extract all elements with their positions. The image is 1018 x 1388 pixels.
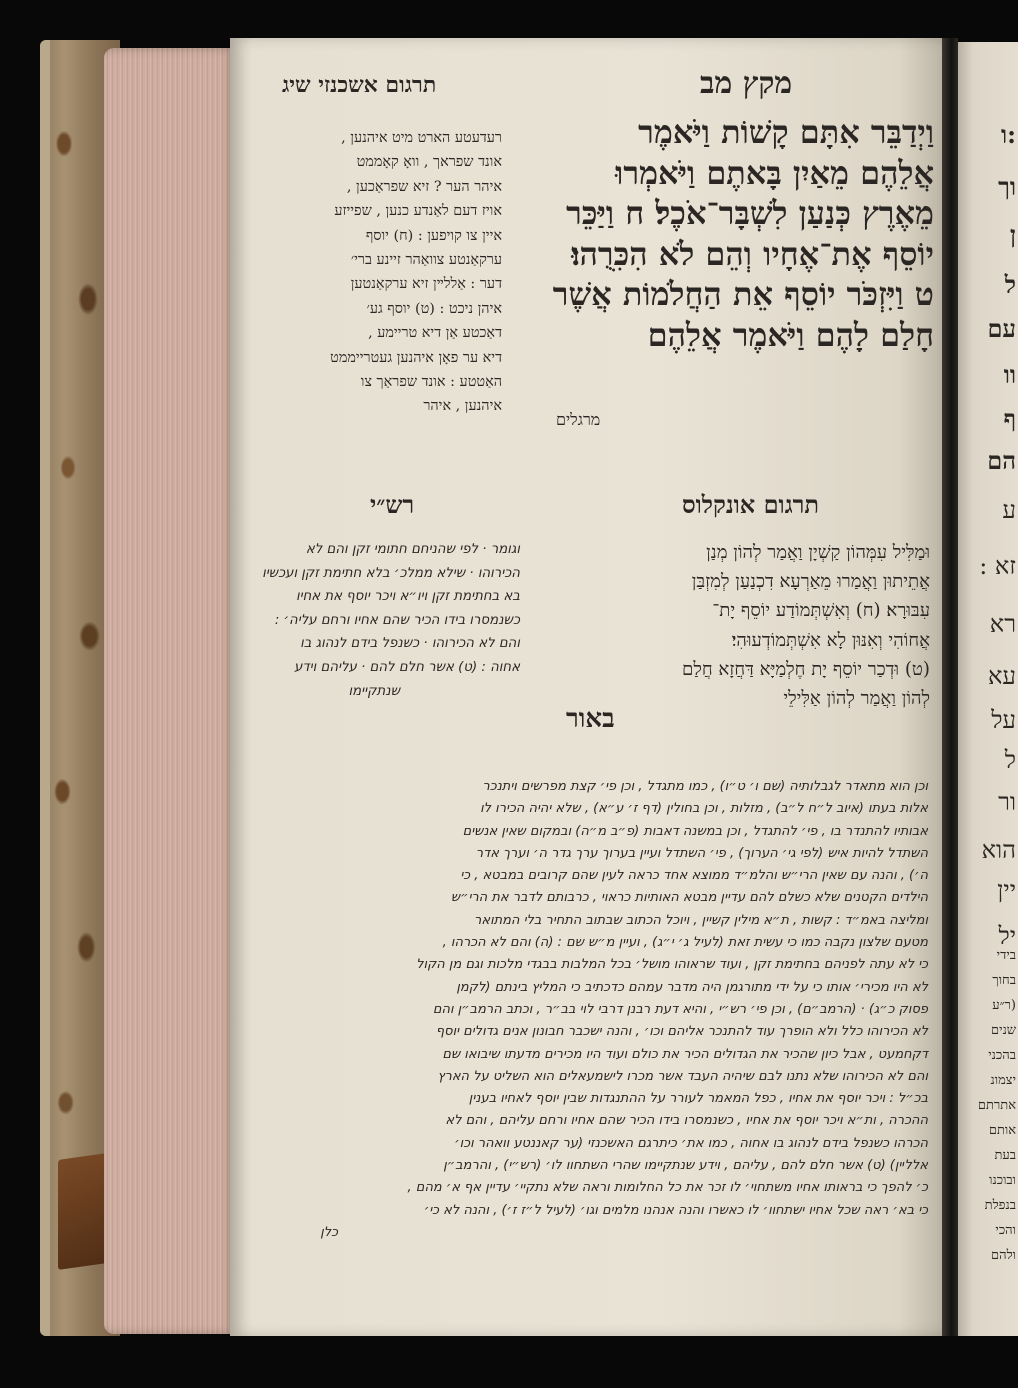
rashi-title: רש״י [370,490,415,519]
book-page [230,38,942,1336]
biur-line: כלן [320,1224,338,1240]
rashi-line: הכירוהו · שילא ממלכ׳ בלא חתימת זקן ועכשיו [262,565,520,581]
translation-line: איהנען , איהר [423,398,502,415]
facing-page-fragment: אותם [988,1123,1016,1138]
page-header-right: מקץ מב [700,66,793,101]
facing-page-fragment: על [991,706,1016,734]
biur-line: הכרהו כשנפל בידם לנהוג בו אחוה , כמו את׳ כיתרגם האשכנזי (ער קאננטע וואהר וכו׳ [454,1135,928,1151]
facing-page-fragment: בנפלת [984,1198,1016,1213]
biur-line: ה׳) , והנה עם שאין הרי״ש והלמ״ד ממוצא אחד כראה לעין שהם קרובים במבטא , כי [460,868,928,884]
facing-page-fragment: הם [987,446,1016,475]
page-header-left: תרגום אשכנזי שיג [282,72,437,98]
biur-line: והם לא הכירוהו שלא נתנו לבם שיהיה העבד אשר מכרו לישמעאלים הוא השליט על הארץ [437,1068,928,1084]
cover-edge [40,40,50,1336]
translation-line: אויז דעם לאַנדע כנען , שפייזע [334,203,502,220]
rashi-line: אחוה : (ט) אשר חלם להם · עליהם וידע [294,659,520,675]
onkelos-line: וּמַלִּיל עִמְּהוֹן קַשְׁיָן וַאֲמַר לְהוֹן מְנַן [706,542,930,563]
verse-text [524,112,934,429]
facing-page-fragment: ע [1002,496,1016,524]
translation-line: דאַכטע אַן דיא טריימע , [368,325,502,342]
facing-page-edge [958,42,1018,1336]
biur-line: וכן הוא מתאדר לגבלותיה (שם ו׳ ט״ו) , כמו מתגדל , וכן פי׳ קצת מפרשים ויתנכר [482,779,928,794]
facing-page-fragment: יצמונ [990,1073,1016,1088]
facing-page-fragment: ל [1004,746,1016,774]
translation-line: איהר הער ? זיא שפראַכען , [346,178,502,195]
biur-line: אללײן) (ט) אשר חלם להם , עליהם , וידע שנתקיימו שהרי השתחוו לו׳ (רש״י) , והרמב״ן [443,1158,928,1174]
biur-line: אבותיו להתנדר בו , פי׳ להתגדל , וכן במשנה דאבות (פ״ב מ״ה) ובמקום שאין אנשים [462,823,928,839]
biur-line: כי לא עתה לפניהם בחתימת זקן , ועוד שראוהו מושל׳ בכל המלבות בבגדי מלכות וגם מן הקול [416,957,928,973]
facing-page-fragment: בעת [994,1148,1016,1163]
biur-text [238,776,928,1244]
facing-page-fragment: (ר״ע [992,998,1016,1013]
onkelos-line: אֲחוֹהִי וְאִנּוּן לָא אִשְׁתְּמוֹדְעוּהִי׃ [731,629,930,651]
facing-page-fragment: בידי [996,948,1016,963]
verse-line: וַיְדַבֵּר אִתָּם קָשׁוֹת וַיֹּאמֶר [638,113,934,151]
translation-line: דיא ער פאָן איהנען געטרייממט [330,349,502,366]
translation-line: איהן ניכט : (ט) יוסף גע׳ [366,300,502,317]
biur-line: כי בא׳ ראה שכל אחיו ישתחוו׳ לו כאשרו והנה אנהנו מלמים וגו׳ (לעיל ל״ז ז׳) , והנה לא כי׳ [423,1202,928,1218]
rashi-line: שנתקיימו [348,683,400,699]
onkelos-line: לְהוֹן וַאֲמַר לְהוֹן אַלִּילֵי [783,688,930,710]
german-translation [242,126,502,419]
facing-page-fragment: הוא [981,836,1016,864]
rashi-line: כשנמסרו בידו הכיר שהם אחיו ורחם עליה׳ : [274,612,520,628]
biur-line: לא היו מכירי׳ אותו כי על ידי מתורגמן היה מדבר עמהם כדכתיב כי המליץ בינתם (לקמן [456,979,928,995]
verse-catchword: מרגלים [556,410,601,429]
rashi-line: בא בחתימת זקן ויו״א ויכר יוסף את אחיו [295,589,520,605]
onkelos-line: אֲתֵיתוּן וַאֲמַרוּ מֵאַרְעָא דִכְנַעַן לְמִזְבַּן [691,571,930,593]
facing-page-fragment: יל [998,922,1016,950]
facing-page-fragment: בהכני [988,1048,1016,1063]
facing-page-fragment: בחוך [992,973,1016,988]
verse-line: יוֹסֵף אֶת־אֶחָיו וְהֵם לֹא הִכִּרֻהוּ׃ [571,234,934,273]
translation-line: דער : אַללײן זיא ערקאַנטען [350,276,502,293]
facing-page-fragment: יין [997,876,1016,904]
biur-line: ומליצה באמ״ד : קשות , ת״א מילין קשיין , ויוכל הכתוב שבתוב התחיר בלי המתואר [474,912,928,928]
book-gutter [942,38,958,1336]
facing-page-fragment: ל [1004,270,1016,299]
biur-line: השתדל להיות איש (לפי גי׳ הערוך) , פי׳ השתדל ועיין בערוך ערך גדר ה׳ וערך אדר [475,845,928,861]
biur-line: כ׳ להפך כי בראותו אחיו משתחוי׳ לו זכר את כל החלומות וראה שלא נתקיי׳ עדיין אף א׳ מהם , [407,1180,928,1196]
facing-page-fragment: עא [988,662,1016,690]
facing-page-fragment: והכי [995,1223,1016,1238]
translation-line: רעדעטע הארט מיט איהנען , [341,130,502,146]
biur-line: מטעם שלצון נקבה כמו כי עשית זאת (לעיל ג׳ י״ג) , ועיין מ״ש שם : (ה) והם לא הכרהו , [442,935,928,951]
facing-page-fragment: ן [1009,220,1016,249]
onkelos-text [542,538,930,713]
facing-page-fragment: עם [987,314,1016,343]
book [40,38,1016,1336]
facing-page-fragment: שנים [991,1023,1016,1038]
biur-line: דקחמעט , אבל כיון שהכיר את הגדולים הכיר את כולם ועוד היו מכירים מדעתו שיבואו שם [442,1046,928,1062]
facing-page-fragment: ף [1003,404,1016,433]
biur-line: אלות בעתו (איוב ל״ח ל״ב) , מזלות , וכן בחולין (דף ז׳ ע״א) , שלא יהיה הכירו לו [480,801,928,817]
onkelos-title: תרגום אונקלוס [682,490,820,519]
biur-title: באור [566,704,615,734]
verse-line: מֵאֶרֶץ כְּנַעַן לִשְׁבָּר־אֹכֶל׃ ח וַיַּכֵּר [566,194,934,232]
onkelos-line: (ט) וּדְכַר יוֹסֵף יָת חֶלְמַיָּא דַּחֲזָא חֲלַם [682,658,930,680]
page-edges [104,48,236,1334]
facing-page-fragment: ור [998,788,1016,816]
biur-line: פסוק כ״ג) · (הרמב״ם) , וכן פי׳ רש״י , והיא דעת רבנן דרבי לוי בב״ר , וכתב הרמב״ן והם [432,1001,928,1017]
rashi-line: וגומר · לפי שהניחם חתומי זקן והם לא [305,542,520,557]
facing-page-fragment: אתרתם [977,1098,1016,1113]
biur-line: הילדים הקטנים שלא כשלם להם עדיין מבטא האותיות כראוי , כרבותם לדבר את הרי״ש [450,890,928,906]
facing-page-fragment: ובוכנו [989,1173,1016,1188]
verse-line: אֲלֵהֶם מֵאַיִן בָּאתֶם וַיֹּאמְרוּ [615,153,934,192]
translation-line: איין צו קויפען : (ח) יוסף [365,227,502,244]
rashi-text [240,538,520,703]
facing-page-fragment: ולהם [991,1248,1016,1263]
translation-line: אונד שפראך , וואָ קאָממט [356,154,502,171]
verse-line: חָלַם לָהֶם וַיֹּאמֶר אֲלֵהֶם [647,315,934,354]
rashi-line: והם לא הכירוהו · כשנפל בידם לנהוג בו [300,636,520,652]
facing-page-fragment: וו [1003,360,1016,389]
biur-line: לא הכירוהו כלל ולא הופרך עוד להתנכר אליהם וכו׳ , והנה ישכבר חבונון אנים גדולים יוסף [435,1024,928,1040]
biur-line: ההכרה , ות״א ויכר יוסף את אחיו , כשנמסרו בידו הכיר שהם אחיו ורחם עליהם , והם לא [445,1113,928,1129]
facing-page-fragment: רא [989,610,1016,638]
translation-line: האַטטע : אונד שפראַך צו [360,374,502,391]
facing-page-fragment: :ו [1001,120,1016,149]
biur-line: בכ״ל : ויכר יוסף את אחיו , כפל המאמר לעורר על ההתנגדות שבין יוסף לאחיו בענין [468,1091,928,1107]
facing-page-fragment: וך [998,172,1016,201]
verse-line: ט וַיִּזְכֹּר יוֹסֵף אֵת הַחֲלֹמוֹת אֲשֶׁר [552,275,934,313]
onkelos-line: עִבּוּרָא׃ (ח) וְאִשְׁתְּמוֹדַע יוֹסֵף יָת־ [712,600,930,622]
facing-page-fragment: זא : [979,552,1016,580]
translation-line: ערקאַנטע צוואַהר זיינע ברי׳ [350,252,502,269]
